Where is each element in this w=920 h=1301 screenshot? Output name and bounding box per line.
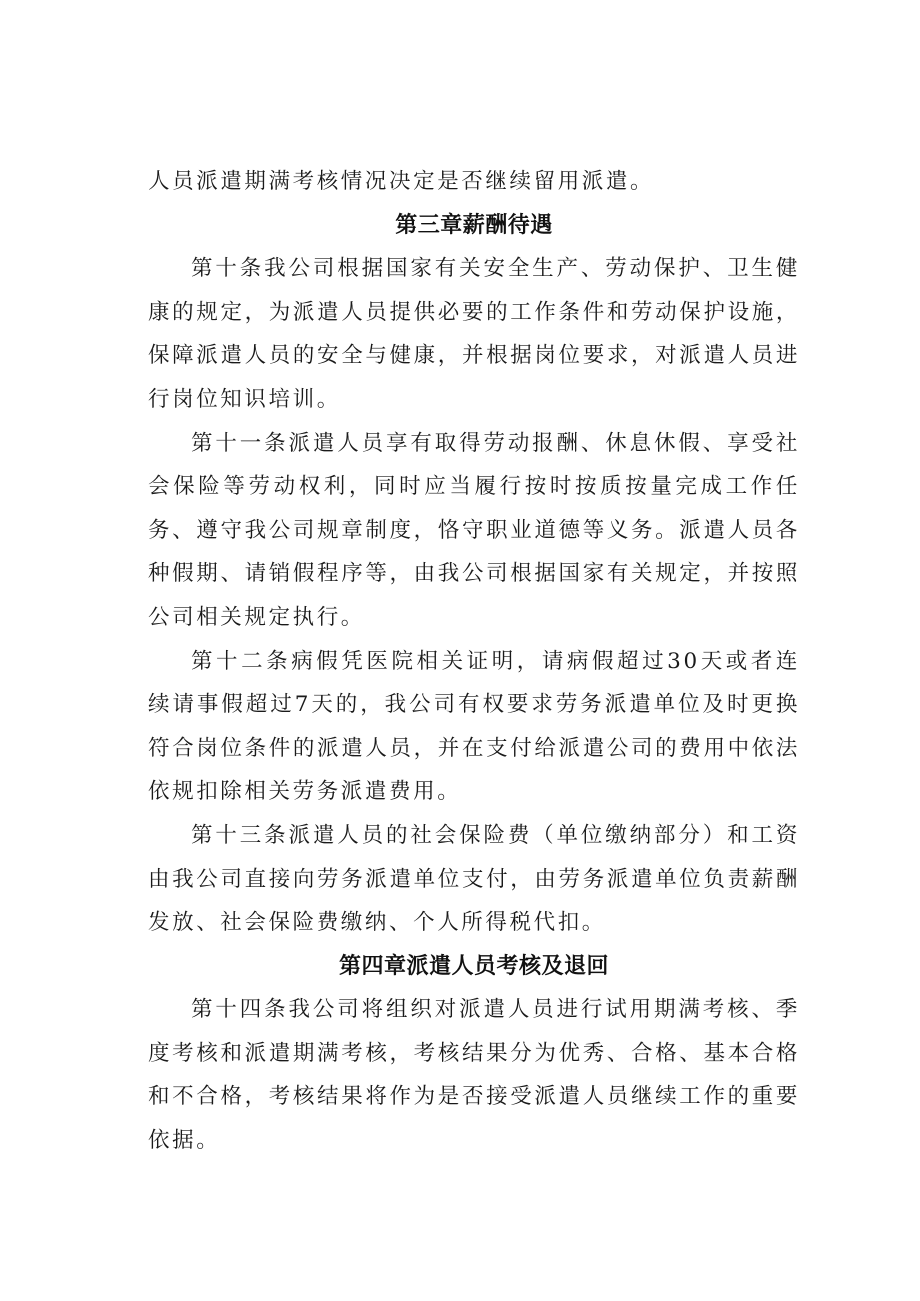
article-14-paragraph: 第十四条我公司将组织对派遣人员进行试用期满考核、季度考核和派遣期满考核，考核结果分为优秀、合格、基本合格和不合格，考核结果将作为是否接受派遣人员继续工作的重要依据。 — [148, 997, 800, 1154]
article-10-paragraph: 第十条我公司根据国家有关安全生产、劳动保护、卫生健康的规定，为派遣人员提供必要的工作条件和劳动保护设施，保障派遣人员的安全与健康，并根据岗位要求，对派遣人员进行岗位知识培训。 — [148, 256, 800, 412]
document-body — [148, 160, 800, 1163]
article-11-paragraph: 第十一条派遣人员享有取得劳动报酬、休息休假、享受社会保险等劳动权利，同时应当履行按时按质按量完成工作任务、遵守我公司规章制度，恪守职业道德等义务。派遣人员各种假期、请销假程序等，由我公司根据国家有关规定，并按照公司相关规定执行。 — [148, 430, 800, 630]
chapter-3-heading: 第三章薪酬待遇 — [395, 212, 553, 238]
chapter-4-heading: 第四章派遣人员考核及退回 — [338, 953, 609, 979]
article-13-paragraph: 第十三条派遣人员的社会保险费（单位缴纳部分）和工资由我公司直接向劳务派遣单位支付，由劳务派遣单位负责薪酬发放、社会保险费缴纳、个人所得税代扣。 — [148, 822, 800, 936]
article-12-paragraph: 第十二条病假凭医院相关证明，请病假超过30天或者连续请事假超过7天的，我公司有权要求劳务派遣单位及时更换符合岗位条件的派遣人员，并在支付给派遣公司的费用中依法依规扣除相关劳务派遣费用。 — [148, 648, 800, 805]
continued-paragraph-line: 人员派遣期满考核情况决定是否继续留用派遣。 — [148, 169, 655, 194]
